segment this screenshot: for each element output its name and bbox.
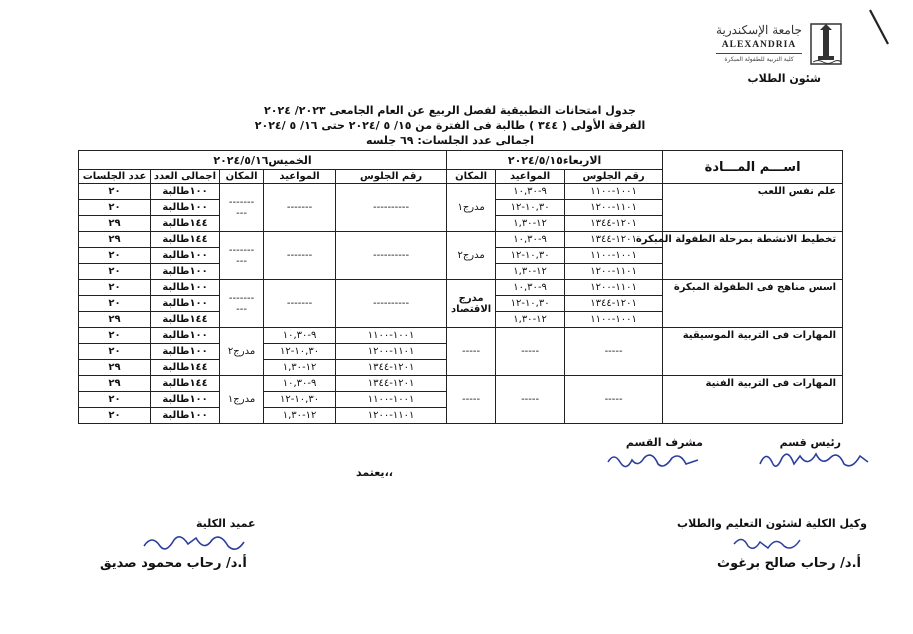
logo-faculty-text: كلية التربية للطفولة المبكرة xyxy=(724,56,794,63)
session-count: ٢٠ xyxy=(79,296,151,312)
empty-time-dash: ----- xyxy=(496,328,565,376)
exam-place: مدرج١ xyxy=(220,376,264,424)
empty-place-dash-top: ------- xyxy=(228,292,255,304)
session-count: ٢٩ xyxy=(79,232,151,248)
session-count: ٢٩ xyxy=(79,360,151,376)
table-row xyxy=(79,328,843,344)
student-count: ١٤٤طالبة xyxy=(151,360,220,376)
session-count: ٢٠ xyxy=(79,184,151,200)
empty-seat-dash: ----- xyxy=(565,328,663,376)
session-count: ٢٩ xyxy=(79,312,151,328)
empty-place-dash-bottom: --- xyxy=(236,255,247,267)
empty-place-dash xyxy=(220,280,264,328)
department-label: شئون الطلاب xyxy=(747,72,821,85)
student-count: ١٠٠طالبة xyxy=(151,280,220,296)
seat-column-header: رقم الجلوس xyxy=(565,170,663,184)
session-count: ٢٩ xyxy=(79,376,151,392)
logo-arabic-text: جامعة الإسكندرية xyxy=(716,23,802,37)
supervisor-title: مشرف القسم xyxy=(625,436,703,449)
empty-place-dash-top: ------- xyxy=(228,244,255,256)
empty-time-dash: ------- xyxy=(264,280,336,328)
supervisor-signature-icon xyxy=(604,448,704,472)
place-column-header: المكان xyxy=(447,170,496,184)
subject-name: المهارات فى التربية الفنية xyxy=(663,376,843,424)
session-count: ٢٠ xyxy=(79,248,151,264)
time-slot: ٩-١٠,٣٠ xyxy=(496,184,565,200)
session-count: ٢٩ xyxy=(79,216,151,232)
time-slot: ٩-١٠,٣٠ xyxy=(496,232,565,248)
seat-range: ١١٠١-١٢٠٠ xyxy=(565,264,663,280)
time-slot: ١٢-١,٣٠ xyxy=(496,312,565,328)
sessions-column-header: عدد الجلسات xyxy=(79,170,151,184)
student-count: ١٠٠طالبة xyxy=(151,296,220,312)
place-column-header: المكان xyxy=(220,170,264,184)
logo-divider xyxy=(716,53,802,54)
dean-title: عميد الكلية xyxy=(196,517,256,530)
student-count: ١٤٤طالبة xyxy=(151,312,220,328)
head-of-department-title: رئيس قسم xyxy=(779,436,841,449)
subject-name: اسس مناهج فى الطفولة المبكرة xyxy=(663,280,843,328)
seat-range: ١١٠١-١٢٠٠ xyxy=(565,280,663,296)
time-slot: ١٠,٣٠-١٢ xyxy=(496,248,565,264)
empty-seat-dash: ---------- xyxy=(336,280,447,328)
seat-range: ١١٠١-١٢٠٠ xyxy=(336,408,447,424)
student-count: ١٤٤طالبة xyxy=(151,216,220,232)
student-count: ١٤٤طالبة xyxy=(151,232,220,248)
vice-dean-title: وكيل الكلية لشئون التعليم والطلاب xyxy=(677,517,867,530)
subject-name: تخطيط الانشطة بمرحلة الطفولة المبكرة xyxy=(663,232,843,280)
vice-dean-name: أ.د/ رحاب صالح برغوث xyxy=(717,556,861,571)
empty-seat-dash: ----- xyxy=(565,376,663,424)
empty-place-dash xyxy=(220,232,264,280)
exam-place xyxy=(447,280,496,328)
student-count: ١٠٠طالبة xyxy=(151,264,220,280)
empty-place-dash: ----- xyxy=(447,376,496,424)
student-count: ١٠٠طالبة xyxy=(151,408,220,424)
session-count: ٢٠ xyxy=(79,408,151,424)
logo-english-text: ALEXANDRIA xyxy=(721,40,797,50)
empty-place-dash-top: ------- xyxy=(228,196,255,208)
student-count: ١٠٠طالبة xyxy=(151,392,220,408)
seat-range: ١٢٠١-١٣٤٤ xyxy=(336,360,447,376)
seat-range: ١١٠١-١٢٠٠ xyxy=(565,200,663,216)
schedule-title: جدول امتحانات التطبيقية لفصل الربيع عن العام الجامعى ٢٠٢٣/ ٢٠٢٤ xyxy=(264,104,636,117)
empty-place-dash xyxy=(220,184,264,232)
exam-place: مدرج٢ xyxy=(447,232,496,280)
time-slot: ٩-١٠,٣٠ xyxy=(264,328,336,344)
empty-seat-dash: ---------- xyxy=(336,232,447,280)
empty-time-dash: ----- xyxy=(496,376,565,424)
student-count: ١٠٠طالبة xyxy=(151,328,220,344)
university-logo xyxy=(712,20,842,70)
dean-signature-icon xyxy=(140,530,250,556)
student-count: ١٤٤طالبة xyxy=(151,376,220,392)
time-slot: ١٠,٣٠-١٢ xyxy=(496,296,565,312)
subject-name: المهارات فى التربية الموسيقية xyxy=(663,328,843,376)
table-row xyxy=(79,184,843,200)
empty-time-dash: ------- xyxy=(264,184,336,232)
student-count: ١٠٠طالبة xyxy=(151,344,220,360)
time-slot: ١٠,٣٠-١٢ xyxy=(264,344,336,360)
seat-range: ١٠٠١-١١٠٠ xyxy=(565,184,663,200)
day2-header: الخميس٢٠٢٤/٥/١٦ xyxy=(79,151,447,170)
time-slot: ١٠,٣٠-١٢ xyxy=(496,200,565,216)
total-sessions-line: اجمالى عدد الجلسات: ٦٩ جلسه xyxy=(365,134,535,147)
exam-schedule-table xyxy=(78,150,843,424)
seat-range: ١٢٠١-١٣٤٤ xyxy=(565,296,663,312)
handwritten-mark-icon xyxy=(868,8,892,48)
empty-place-dash-bottom: --- xyxy=(236,207,247,219)
seat-column-header: رقم الجلوس xyxy=(336,170,447,184)
seat-range: ١٠٠١-١١٠٠ xyxy=(565,312,663,328)
schedule-subtitle: الفرقة الأولى ( ٣٤٤ ) طالبة فى الفترة من ١٥/ ٥ /٢٠٢٤ حتى ١٦/ ٥ /٢٠٢٤ xyxy=(254,119,646,132)
head-signature-icon xyxy=(756,446,876,474)
session-count: ٢٠ xyxy=(79,264,151,280)
table-row xyxy=(79,232,843,248)
seat-range: ١٠٠١-١١٠٠ xyxy=(336,392,447,408)
seat-range: ١٠٠١-١١٠٠ xyxy=(565,248,663,264)
empty-place-dash: ----- xyxy=(447,328,496,376)
time-slot: ٩-١٠,٣٠ xyxy=(496,280,565,296)
exam-place-line1: مدرج xyxy=(458,292,484,304)
dean-name: أ.د/ رحاب محمود صديق xyxy=(100,556,247,571)
time-slot: ١٠,٣٠-١٢ xyxy=(264,392,336,408)
times-column-header: المواعيد xyxy=(496,170,565,184)
seat-range: ١٢٠١-١٣٤٤ xyxy=(565,216,663,232)
vice-dean-signature-icon xyxy=(730,532,810,554)
time-slot: ١٢-١,٣٠ xyxy=(264,360,336,376)
table-row xyxy=(79,280,843,296)
subject-column-header: اســـم المـــادة xyxy=(663,151,843,184)
seat-range: ١٠٠١-١١٠٠ xyxy=(336,328,447,344)
empty-seat-dash: ---------- xyxy=(336,184,447,232)
student-count: ١٠٠طالبة xyxy=(151,248,220,264)
times-column-header: المواعيد xyxy=(264,170,336,184)
seat-range: ١٢٠١-١٣٤٤ xyxy=(336,376,447,392)
table-row xyxy=(79,376,843,392)
seat-range: ١٢٠١-١٣٤٤ xyxy=(565,232,663,248)
time-slot: ١٢-١,٣٠ xyxy=(264,408,336,424)
approved-label: يعتمد،، xyxy=(356,466,393,479)
session-count: ٢٠ xyxy=(79,328,151,344)
student-count: ١٠٠طالبة xyxy=(151,184,220,200)
student-count: ١٠٠طالبة xyxy=(151,200,220,216)
subject-name: علم نفس اللعب xyxy=(663,184,843,232)
time-slot: ١٢-١,٣٠ xyxy=(496,264,565,280)
exam-place: مدرج١ xyxy=(447,184,496,232)
time-slot: ١٢-١,٣٠ xyxy=(496,216,565,232)
total-column-header: اجمالى العدد xyxy=(151,170,220,184)
empty-time-dash: ------- xyxy=(264,232,336,280)
lighthouse-emblem-icon xyxy=(810,20,842,66)
exam-place-line2: الاقتصاد xyxy=(450,303,492,315)
time-slot: ٩-١٠,٣٠ xyxy=(264,376,336,392)
session-count: ٢٠ xyxy=(79,344,151,360)
session-count: ٢٠ xyxy=(79,392,151,408)
exam-place: مدرج٢ xyxy=(220,328,264,376)
seat-range: ١١٠١-١٢٠٠ xyxy=(336,344,447,360)
session-count: ٢٠ xyxy=(79,280,151,296)
session-count: ٢٠ xyxy=(79,200,151,216)
empty-place-dash-bottom: --- xyxy=(236,303,247,315)
day1-header: الاربعاء٢٠٢٤/٥/١٥ xyxy=(447,151,663,170)
